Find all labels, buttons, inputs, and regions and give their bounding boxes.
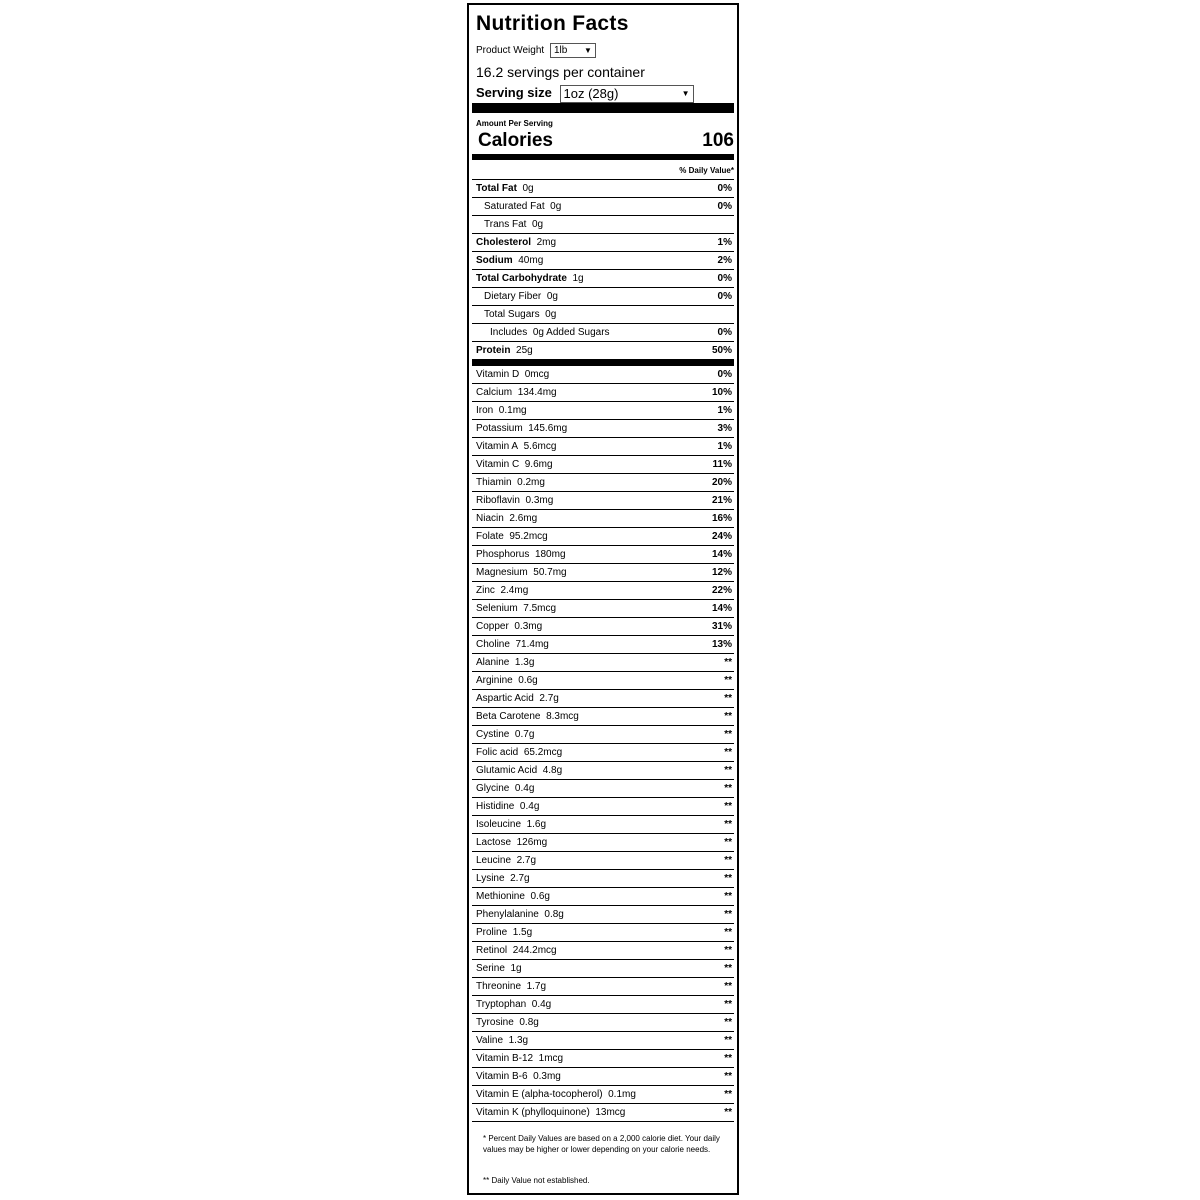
nutrient-name xyxy=(476,870,530,887)
nutrient-name xyxy=(476,384,557,401)
nutrient-label: Glycine xyxy=(476,783,510,794)
nutrient-daily-value: 10% xyxy=(711,387,732,398)
nutrient-label: Sodium xyxy=(476,255,513,266)
nutrient-name xyxy=(476,924,532,941)
nutrient-daily-value: ** xyxy=(724,657,732,668)
nutrient-label: Riboflavin xyxy=(476,495,520,506)
nutrient-amount: 2mg xyxy=(536,237,557,248)
nutrient-daily-value: ** xyxy=(724,819,732,830)
nutrient-label: Alanine xyxy=(476,657,510,668)
nutrient-amount: 65.2mcg xyxy=(523,747,563,758)
nutrient-name xyxy=(476,690,559,707)
nutrient-amount: 180mg xyxy=(534,549,566,560)
footnote: * Percent Daily Values are based on a 2,000 calorie diet. Your daily values may be higher or lower depending on your calorie needs. xyxy=(483,1134,720,1154)
nutrient-row xyxy=(472,1049,734,1067)
nutrient-label: Total Fat xyxy=(476,183,517,194)
nutrient-name xyxy=(476,888,550,905)
nutrient-rows xyxy=(472,179,734,1122)
nutrient-name xyxy=(476,636,549,653)
nutrient-row xyxy=(472,287,734,305)
dropdown-arrow-icon: ▼ xyxy=(681,88,690,98)
nutrient-amount: 95.2mcg xyxy=(509,531,548,542)
servings-per-container: 16.2 servings per container xyxy=(476,64,645,80)
thick-divider xyxy=(472,103,734,113)
nutrient-daily-value: ** xyxy=(724,909,732,920)
nutrient-amount: 1g xyxy=(572,273,584,284)
nutrient-row xyxy=(472,1067,734,1085)
nutrient-name xyxy=(476,492,553,509)
nutrient-daily-value: 16% xyxy=(711,513,732,524)
nutrient-row xyxy=(472,635,734,653)
nutrient-name xyxy=(476,456,553,473)
nutrient-name xyxy=(476,1050,563,1067)
nutrient-row xyxy=(472,269,734,287)
serving-size-row xyxy=(476,84,694,103)
nutrient-amount: 4.8g xyxy=(542,765,563,776)
nutrient-row xyxy=(472,761,734,779)
nutrient-amount: 0.4g xyxy=(519,801,540,812)
nutrient-amount: 145.6mg xyxy=(528,423,568,434)
nutrient-amount: 0.4g xyxy=(514,783,535,794)
nutrient-name xyxy=(476,996,551,1013)
nutrient-name xyxy=(476,474,545,491)
nutrient-row xyxy=(472,473,734,491)
nutrient-label: Folic acid xyxy=(476,747,519,758)
nutrient-row xyxy=(472,581,734,599)
nutrient-daily-value: 0% xyxy=(717,201,732,212)
nutrient-amount: 0.1mg xyxy=(498,405,527,416)
nutrient-name xyxy=(476,744,562,761)
nutrient-label: Dietary Fiber xyxy=(484,291,542,302)
nutrient-name xyxy=(476,600,556,617)
nutrient-name xyxy=(476,1068,561,1085)
nutrient-row xyxy=(472,179,734,197)
nutrient-daily-value: 2% xyxy=(717,255,732,266)
nutrient-daily-value: ** xyxy=(724,1017,732,1028)
nutrient-row xyxy=(472,653,734,671)
nutrient-daily-value: ** xyxy=(724,891,732,902)
nutrient-label: Potassium xyxy=(476,423,523,434)
nutrient-row xyxy=(472,215,734,233)
nutrient-daily-value: 0% xyxy=(717,327,732,338)
nutrient-label: Trans Fat xyxy=(484,219,527,230)
nutrient-amount: 0.8g xyxy=(544,909,564,920)
nutrient-daily-value: ** xyxy=(724,1107,732,1118)
nutrient-amount: 8.3mcg xyxy=(546,711,579,722)
nutrient-label: Retinol xyxy=(476,945,508,956)
nutrient-amount: 0g Added Sugars xyxy=(532,327,610,338)
nutrient-daily-value: ** xyxy=(724,693,732,704)
nutrient-amount: 0g xyxy=(522,183,534,194)
nutrient-amount: 0.2mg xyxy=(517,477,545,488)
nutrient-row xyxy=(472,545,734,563)
nutrient-daily-value: 3% xyxy=(717,423,732,434)
nutrient-row xyxy=(472,779,734,797)
medium-divider xyxy=(472,154,734,160)
nutrient-row xyxy=(472,833,734,851)
footnote-dv-not-established: ** Daily Value not established. xyxy=(483,1176,590,1185)
nutrient-label: Cystine xyxy=(476,729,510,740)
nutrient-label: Threonine xyxy=(476,981,522,992)
nutrient-label: Lactose xyxy=(476,837,512,848)
nutrient-amount: 25g xyxy=(516,345,533,356)
nutrient-row xyxy=(472,671,734,689)
nutrient-daily-value: 20% xyxy=(711,477,732,488)
nutrient-row xyxy=(472,197,734,215)
nutrient-row xyxy=(472,851,734,869)
nutrient-amount: 2.7g xyxy=(510,873,530,884)
nutrient-row xyxy=(472,617,734,635)
nutrient-name xyxy=(476,618,542,635)
nutrient-daily-value: ** xyxy=(724,675,732,686)
nutrient-row xyxy=(472,1031,734,1049)
nutrient-amount: 9.6mg xyxy=(524,459,553,470)
nutrient-label: Vitamin C xyxy=(476,459,520,470)
nutrient-daily-value: 22% xyxy=(711,585,732,596)
product-weight-label: Product Weight xyxy=(476,45,545,57)
nutrient-daily-value: 0% xyxy=(717,183,732,194)
nutrient-amount: 1.6g xyxy=(526,819,547,830)
product-weight-select[interactable] xyxy=(550,43,596,58)
nutrient-name xyxy=(484,198,561,215)
nutrient-label: Proline xyxy=(476,927,508,938)
nutrient-daily-value: ** xyxy=(724,927,732,938)
nutrient-daily-value: ** xyxy=(724,1071,732,1082)
nutrient-daily-value: 13% xyxy=(711,639,732,650)
nutrient-daily-value: 0% xyxy=(717,291,732,302)
nutrient-label: Vitamin E (alpha-tocopherol) xyxy=(476,1089,603,1100)
dropdown-arrow-icon: ▼ xyxy=(584,46,592,55)
nutrient-row xyxy=(472,491,734,509)
nutrient-amount: 40mg xyxy=(518,255,544,266)
nutrient-row xyxy=(472,941,734,959)
nutrient-daily-value: 12% xyxy=(711,567,732,578)
nutrient-name xyxy=(484,288,558,305)
nutrient-amount: 0g xyxy=(531,219,544,230)
nutrient-daily-value: ** xyxy=(724,729,732,740)
nutrient-name xyxy=(476,180,534,197)
nutrient-row xyxy=(472,689,734,707)
nutrient-label: Tyrosine xyxy=(476,1017,514,1028)
nutrient-name xyxy=(476,726,534,743)
nutrient-daily-value: ** xyxy=(724,837,732,848)
serving-size-label: Serving size xyxy=(476,85,552,100)
nutrient-amount: 2.7g xyxy=(539,693,559,704)
nutrient-label: Leucine xyxy=(476,855,512,866)
nutrient-row xyxy=(472,1103,734,1121)
nutrient-amount: 7.5mcg xyxy=(523,603,557,614)
nutrient-amount: 2.7g xyxy=(516,855,537,866)
nutrient-name xyxy=(484,216,543,233)
nutrient-daily-value: 31% xyxy=(711,621,732,632)
nutrient-row xyxy=(472,359,734,383)
nutrition-label xyxy=(467,3,739,1195)
nutrient-label: Phenylalanine xyxy=(476,909,539,920)
nutrient-label: Saturated Fat xyxy=(484,201,545,212)
nutrient-label: Vitamin K (phylloquinone) xyxy=(476,1107,590,1118)
nutrient-label: Total Carbohydrate xyxy=(476,273,567,284)
nutrient-label: Vitamin B-6 xyxy=(476,1071,528,1082)
nutrient-name xyxy=(476,234,556,251)
nutrient-amount: 244.2mcg xyxy=(512,945,557,956)
nutrient-daily-value: 1% xyxy=(717,405,732,416)
nutrient-name xyxy=(476,252,543,269)
nutrient-label: Total Sugars xyxy=(484,309,540,320)
nutrient-name xyxy=(476,978,546,995)
nutrient-label: Serine xyxy=(476,963,505,974)
nutrient-daily-value: ** xyxy=(724,1089,732,1100)
nutrient-row xyxy=(472,797,734,815)
nutrient-daily-value: ** xyxy=(724,855,732,866)
nutrient-label: Iron xyxy=(476,405,494,416)
nutrient-label: Magnesium xyxy=(476,567,528,578)
nutrient-row xyxy=(472,869,734,887)
nutrient-amount: 1.3g xyxy=(514,657,535,668)
nutrient-amount: 1mcg xyxy=(538,1053,564,1064)
nutrient-row xyxy=(472,563,734,581)
nutrient-amount: 0.4g xyxy=(531,999,552,1010)
nutrient-row xyxy=(472,509,734,527)
nutrient-amount: 0.3mg xyxy=(514,621,543,632)
nutrient-name xyxy=(476,942,557,959)
nutrient-amount: 0.6g xyxy=(518,675,538,686)
nutrient-daily-value: ** xyxy=(724,747,732,758)
nutrient-daily-value: ** xyxy=(724,765,732,776)
nutrient-amount: 1g xyxy=(510,963,522,974)
nutrient-label: Beta Carotene xyxy=(476,711,541,722)
nutrient-daily-value: ** xyxy=(724,1053,732,1064)
serving-size-value: 1oz (28g) xyxy=(563,85,619,101)
nutrient-label: Selenium xyxy=(476,603,518,614)
nutrient-daily-value: 11% xyxy=(712,459,732,470)
nutrient-amount: 2.4mg xyxy=(500,585,529,596)
nutrient-name xyxy=(476,366,549,383)
nutrient-name xyxy=(476,780,534,797)
nutrient-row xyxy=(472,743,734,761)
nutrient-name xyxy=(476,420,567,437)
nutrient-daily-value: ** xyxy=(724,963,732,974)
nutrient-amount: 134.4mg xyxy=(517,387,557,398)
calories-value: 106 xyxy=(702,130,734,151)
nutrient-name xyxy=(476,510,537,527)
daily-value-header: % Daily Value* xyxy=(679,166,734,175)
nutrient-row xyxy=(472,995,734,1013)
nutrient-label: Niacin xyxy=(476,513,504,524)
nutrient-row xyxy=(472,707,734,725)
nutrient-amount: 126mg xyxy=(516,837,548,848)
nutrient-row xyxy=(472,341,734,359)
nutrient-amount: 0.6g xyxy=(530,891,550,902)
nutrient-row xyxy=(472,725,734,743)
nutrient-row xyxy=(472,923,734,941)
nutrient-name xyxy=(476,1032,528,1049)
nutrient-name xyxy=(476,342,533,359)
nutrient-label: Lysine xyxy=(476,873,505,884)
nutrient-daily-value: ** xyxy=(724,981,732,992)
label-title: Nutrition Facts xyxy=(476,12,629,35)
nutrient-name xyxy=(476,960,522,977)
nutrient-daily-value: 50% xyxy=(711,345,732,356)
nutrient-amount: 1.7g xyxy=(526,981,547,992)
nutrient-daily-value: 0% xyxy=(717,369,732,380)
nutrient-name xyxy=(476,708,579,725)
nutrient-daily-value: ** xyxy=(724,801,732,812)
product-weight-row xyxy=(476,43,596,59)
nutrient-name xyxy=(484,306,556,323)
nutrient-amount: 13mcg xyxy=(595,1107,626,1118)
nutrient-amount: 0g xyxy=(550,201,562,212)
nutrient-name xyxy=(476,1014,539,1031)
nutrient-name xyxy=(476,582,528,599)
nutrient-amount: 71.4mg xyxy=(515,639,549,650)
nutrient-name xyxy=(476,564,567,581)
nutrient-label: Vitamin D xyxy=(476,369,520,380)
nutrient-label: Isoleucine xyxy=(476,819,522,830)
nutrient-label: Arginine xyxy=(476,675,513,686)
nutrient-label: Vitamin B-12 xyxy=(476,1053,534,1064)
nutrient-name xyxy=(476,834,547,851)
nutrient-row xyxy=(472,977,734,995)
nutrient-label: Includes xyxy=(490,327,528,338)
nutrient-name xyxy=(476,438,556,455)
nutrient-row xyxy=(472,599,734,617)
nutrient-name xyxy=(476,762,562,779)
nutrient-amount: 0g xyxy=(545,309,557,320)
nutrient-row xyxy=(472,233,734,251)
nutrient-row xyxy=(472,251,734,269)
nutrient-amount: 1.5g xyxy=(512,927,533,938)
nutrient-label: Thiamin xyxy=(476,477,512,488)
nutrient-daily-value: 21% xyxy=(711,495,732,506)
nutrient-name xyxy=(476,654,534,671)
amount-per-serving: Amount Per Serving xyxy=(476,119,553,128)
nutrient-daily-value: 14% xyxy=(711,549,732,560)
nutrient-amount: 2.6mg xyxy=(509,513,538,524)
nutrient-daily-value: 0% xyxy=(717,273,732,284)
nutrient-amount: 1.3g xyxy=(508,1035,529,1046)
nutrient-row xyxy=(472,305,734,323)
nutrient-row xyxy=(472,419,734,437)
nutrient-amount: 0.3mg xyxy=(525,495,554,506)
nutrient-label: Glutamic Acid xyxy=(476,765,538,776)
nutrient-daily-value: ** xyxy=(724,999,732,1010)
nutrient-row xyxy=(472,455,734,473)
nutrient-name xyxy=(476,546,566,563)
nutrient-daily-value: ** xyxy=(724,783,732,794)
nutrient-amount: 0.1mg xyxy=(608,1089,636,1100)
row-divider xyxy=(472,1121,734,1122)
nutrient-name xyxy=(476,816,546,833)
nutrient-name xyxy=(476,672,538,689)
nutrient-row xyxy=(472,383,734,401)
nutrient-label: Calcium xyxy=(476,387,513,398)
nutrient-amount: 50.7mg xyxy=(533,567,567,578)
nutrient-row xyxy=(472,959,734,977)
nutrient-row xyxy=(472,527,734,545)
nutrient-label: Valine xyxy=(476,1035,504,1046)
nutrient-daily-value: ** xyxy=(724,873,732,884)
nutrient-daily-value: 1% xyxy=(717,237,732,248)
nutrient-amount: 0g xyxy=(546,291,558,302)
nutrient-daily-value: ** xyxy=(724,711,732,722)
nutrient-label: Protein xyxy=(476,345,511,356)
nutrient-name xyxy=(476,270,584,287)
nutrient-name xyxy=(490,324,610,341)
nutrient-label: Folate xyxy=(476,531,504,542)
nutrient-amount: 0.3mg xyxy=(533,1071,561,1082)
nutrient-amount: 0.7g xyxy=(514,729,535,740)
nutrient-name xyxy=(476,402,527,419)
nutrient-name xyxy=(476,1086,636,1103)
nutrient-row xyxy=(472,1085,734,1103)
nutrient-label: Aspartic Acid xyxy=(476,693,534,704)
nutrient-label: Phosphorus xyxy=(476,549,530,560)
nutrient-row xyxy=(472,905,734,923)
nutrient-row xyxy=(472,1013,734,1031)
nutrient-daily-value: 24% xyxy=(711,531,732,542)
nutrient-label: Vitamin A xyxy=(476,441,519,452)
nutrient-label: Histidine xyxy=(476,801,515,812)
nutrient-row xyxy=(472,323,734,341)
nutrient-name xyxy=(476,798,539,815)
nutrient-name xyxy=(476,906,564,923)
nutrient-amount: 0mcg xyxy=(524,369,550,380)
nutrient-label: Cholesterol xyxy=(476,237,532,248)
nutrient-daily-value: ** xyxy=(724,945,732,956)
calories-label: Calories xyxy=(478,130,553,151)
nutrient-label: Choline xyxy=(476,639,510,650)
nutrient-label: Zinc xyxy=(476,585,495,596)
nutrient-name xyxy=(476,852,536,869)
nutrient-daily-value: 14% xyxy=(711,603,732,614)
nutrient-row xyxy=(472,437,734,455)
nutrient-label: Tryptophan xyxy=(476,999,527,1010)
nutrient-label: Methionine xyxy=(476,891,525,902)
nutrient-amount: 5.6mcg xyxy=(523,441,557,452)
nutrient-label: Copper xyxy=(476,621,509,632)
nutrient-name xyxy=(476,1104,625,1121)
nutrient-daily-value: 1% xyxy=(717,441,732,452)
product-weight-value: 1lb xyxy=(553,45,568,56)
serving-size-select[interactable] xyxy=(560,85,694,103)
nutrient-name xyxy=(476,528,548,545)
nutrient-row xyxy=(472,887,734,905)
nutrient-amount: 0.8g xyxy=(519,1017,539,1028)
nutrient-row xyxy=(472,815,734,833)
nutrient-row xyxy=(472,401,734,419)
nutrient-daily-value: ** xyxy=(724,1035,732,1046)
